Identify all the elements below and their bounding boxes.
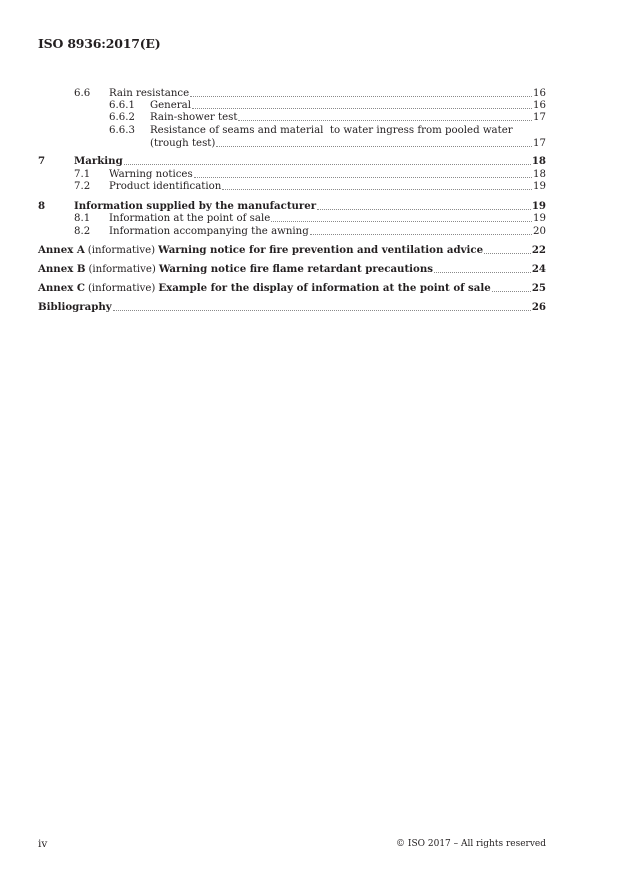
toc-entry-bibliography[interactable]	[38, 301, 546, 314]
toc-page: 22	[531, 244, 546, 256]
footer-copyright: © ISO 2017 – All rights reserved	[396, 839, 546, 849]
annex-kind: (informative)	[87, 245, 156, 256]
toc-number: 8.1	[74, 213, 91, 224]
toc-title: Product identification	[109, 181, 222, 192]
toc-page: 16	[533, 100, 546, 111]
toc-title: Warning notice for fire prevention and ventilation advice	[158, 244, 484, 256]
annex-label: Annex A	[38, 244, 85, 256]
toc-title: Resistance of seams and material to water ingress from pooled water	[150, 125, 513, 136]
footer-page-number: iv	[38, 838, 48, 850]
toc-number: 7	[38, 155, 46, 167]
toc-entry-8-2[interactable]	[38, 225, 546, 238]
toc-title: General	[150, 100, 191, 111]
toc-entry-7[interactable]	[38, 155, 546, 168]
toc-title: Information supplied by the manufacturer	[74, 200, 317, 212]
toc-title: Bibliography	[38, 301, 112, 313]
annex-kind: (informative)	[87, 283, 156, 294]
dot-leader	[192, 107, 532, 109]
toc-number: 8.2	[74, 226, 91, 237]
annex-label: Annex B	[38, 263, 86, 275]
toc-entry-6-6-3[interactable]	[38, 124, 546, 137]
dot-leader	[113, 309, 531, 311]
toc-title: Rain resistance	[109, 88, 190, 99]
toc-page: 17	[533, 138, 546, 149]
toc-entry-8-1[interactable]	[38, 212, 546, 225]
toc-page: 18	[531, 155, 546, 167]
annex-label: Annex C	[38, 282, 85, 294]
toc-page: 19	[531, 200, 546, 212]
toc-number: 7.1	[74, 169, 91, 180]
dot-leader	[492, 290, 531, 292]
dot-leader	[194, 176, 532, 178]
toc-number: 8	[38, 200, 46, 212]
annex-kind: (informative)	[88, 264, 156, 275]
toc-title: Rain-shower test	[150, 112, 238, 123]
dot-leader	[222, 188, 532, 190]
toc-title: Information accompanying the awning	[109, 226, 309, 237]
toc-page: 20	[533, 226, 546, 237]
toc-page: 16	[533, 88, 546, 99]
toc-title: Marking	[74, 155, 123, 167]
toc-title: Example for the display of information at the point of sale	[158, 282, 491, 294]
toc-entry-annex-c[interactable]	[38, 282, 546, 295]
toc-title: Warning notice fire flame retardant precautions	[158, 263, 433, 275]
toc-entry-6-6-2[interactable]	[38, 111, 546, 124]
dot-leader	[317, 208, 531, 210]
toc-page: 17	[533, 112, 546, 123]
toc-title-continued: (trough test)	[150, 138, 216, 149]
toc-page: 19	[533, 213, 546, 224]
dot-leader	[124, 163, 531, 165]
toc-number: 7.2	[74, 181, 91, 192]
dot-leader	[271, 220, 532, 222]
toc-number: 6.6.2	[109, 112, 135, 123]
dot-leader	[310, 233, 532, 235]
dot-leader	[238, 119, 532, 121]
toc-number: 6.6.1	[109, 100, 135, 111]
toc-page: 19	[533, 181, 546, 192]
dot-leader	[190, 95, 532, 97]
toc-page: 24	[531, 263, 546, 275]
toc-title: Warning notices	[109, 169, 193, 180]
toc-entry-6-6-3-continued[interactable]	[38, 137, 546, 150]
toc-number: 6.6.3	[109, 125, 135, 136]
toc-page: 18	[533, 169, 546, 180]
toc-page: 26	[531, 301, 546, 313]
dot-leader	[216, 145, 532, 147]
dot-leader	[434, 271, 531, 273]
toc-entry-annex-a[interactable]	[38, 244, 546, 257]
toc-entry-7-2[interactable]	[38, 180, 546, 193]
toc-entry-annex-b[interactable]	[38, 263, 546, 276]
document-header-id: ISO 8936:2017(E)	[38, 36, 161, 51]
dot-leader	[484, 252, 531, 254]
toc-page: 25	[531, 282, 546, 294]
toc-number: 6.6	[74, 88, 91, 99]
toc-title: Information at the point of sale	[109, 213, 271, 224]
